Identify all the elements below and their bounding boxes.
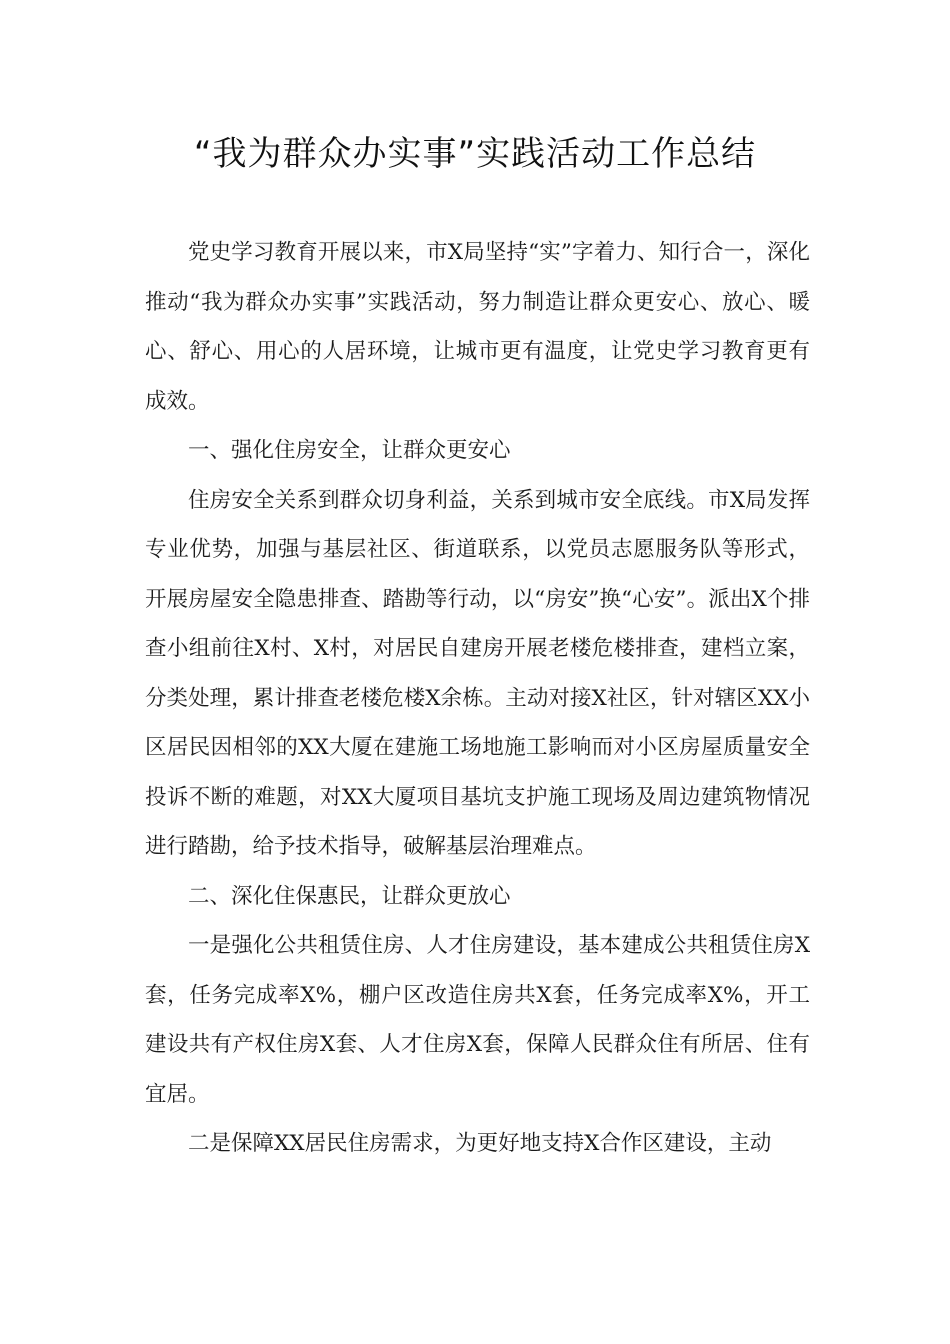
section-heading-1: 一、强化住房安全，让群众更安心 [188,438,511,463]
paragraph-residents-housing: 二是保障XX居民住房需求，为更好地支持X合作区建设，主动 [188,1131,772,1156]
paragraph-housing-safety: 住房安全关系到群众切身利益，关系到城市安全底线。市X局发挥专业优势，加强与基层社区、街道联系，以党员志愿服务队等形式，开展房屋安全隐患排查、踏勘等行动，以“房安”换“心安”。派出X个排查小组前往X村、X村，对居民自建房开展老楼危楼排查，建档立案，分类处理，累计排查老楼危楼X余栋。主动对接X社区，针对辖区XX小区居民因相邻的XX大厦在建施工场地施工影响而对小区房屋质量安全投诉不断的难题，对XX大厦项目基坑支护施工现场及周边建筑物情况进行踏勘，给予技术指导，破解基层治理难点。 [145,487,810,859]
document-title: “我为群众办实事”实践活动工作总结 [193,134,757,174]
section-heading-2: 二、深化住保惠民，让群众更放心 [188,883,511,909]
paragraph-public-housing: 一是强化公共租赁住房、人才住房建设，基本建成公共租赁住房X套，任务完成率X%，棚户区改造住房共X套，任务完成率X%，开工建设共有产权住房X套、人才住房X套，保障人民群众住有所居、住有宜居。 [145,933,810,1107]
paragraph-intro: 党史学习教育开展以来，市X局坚持“实”字着力、知行合一，深化推动“我为群众办实事”实践活动，努力制造让群众更安心、放心、暖心、舒心、用心的人居环境，让城市更有温度，让党史学习教育更有成效。 [145,240,810,414]
document-body [145,228,810,1169]
